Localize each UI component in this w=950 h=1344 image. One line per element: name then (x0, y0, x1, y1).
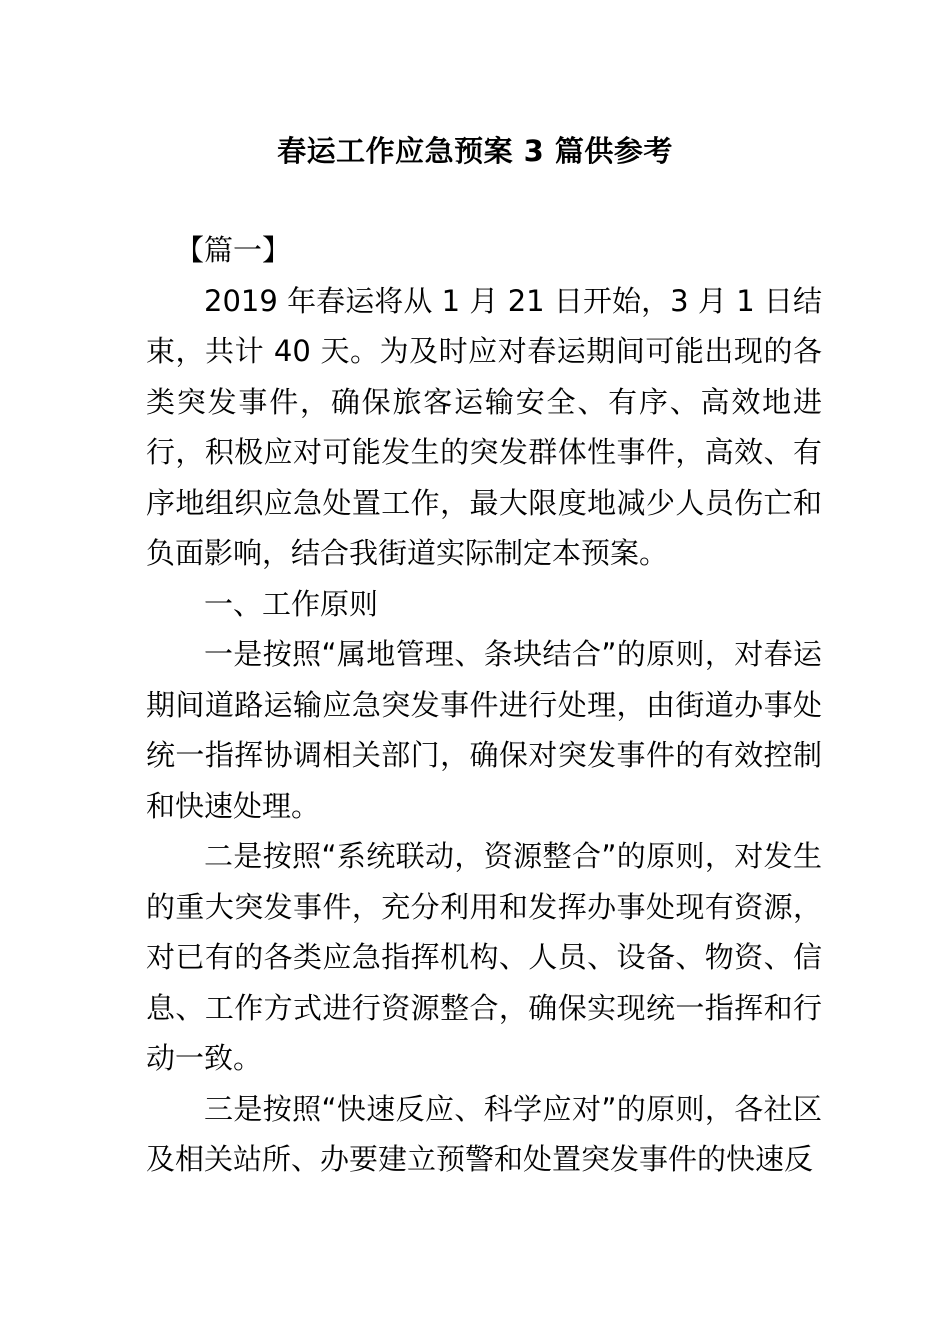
paragraph-principle-one: 一是按照“属地管理、条块结合”的原则，对春运期间道路运输应急突发事件进行处理，由街道办事处统一指挥协调相关部门，确保对突发事件的有效控制和快速处理。 (146, 637, 822, 823)
document-body (146, 225, 822, 1185)
paragraph-principle-two: 二是按照“系统联动，资源整合”的原则，对发生的重大突发事件，充分利用和发挥办事处现有资源，对已有的各类应急指挥机构、人员、设备、物资、信息、工作方式进行资源整合，确保实现统一指挥和行动一致。 (146, 839, 822, 1075)
document-title: 春运工作应急预案 3 篇供参考 (277, 134, 673, 168)
paragraph-intro: 2019 年春运将从 1 月 21 日开始，3 月 1 日结束，共计 40 天。为及时应对春运期间可能出现的各类突发事件，确保旅客运输安全、有序、高效地进行，积极应对可能发生的突发群体性事件，高效、有序地组织应急处置工作，最大限度地减少人员伤亡和负面影响，结合我街道实际制定本预案。 (146, 283, 822, 570)
section-heading: 【篇一】 (175, 233, 292, 267)
paragraph-principles-heading: 一、工作原则 (204, 586, 379, 621)
paragraph-principle-three: 三是按照“快速反应、科学应对”的原则，各社区及相关站所、办要建立预警和处置突发事件的快速反 (146, 1091, 822, 1176)
